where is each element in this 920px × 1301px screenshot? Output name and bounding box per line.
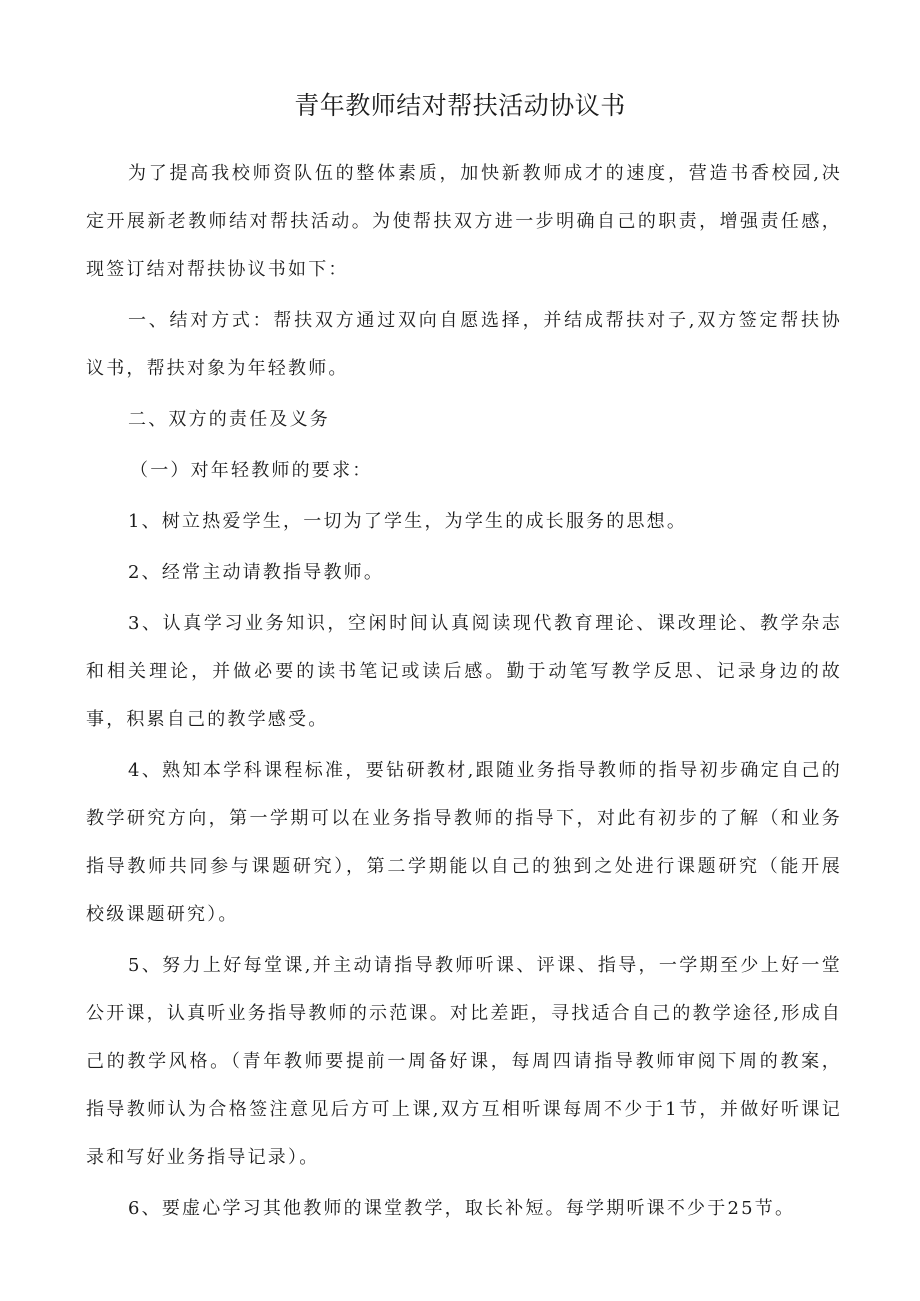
section-1-pairing-method: 一、结对方式：帮扶双方通过双向自愿选择，并结成帮扶对子,双方签定帮扶协议书，帮扶对象为年轻教师。: [86, 310, 842, 379]
section-2-heading: 二、双方的责任及义务: [128, 409, 330, 430]
intro-paragraph: 为了提高我校师资队伍的整体素质，加快新教师成才的速度，营造书香校园,决定开展新老教师结对帮扶活动。为使帮扶双方进一步明确自己的职责，增强责任感，现签订结对帮扶协议书如下：: [86, 163, 842, 280]
subsection-1-heading: （一）对年轻教师的要求：: [130, 460, 373, 481]
document-body: [86, 150, 842, 1233]
item-2: 2、经常主动请教指导教师。: [128, 562, 385, 583]
document-title: 青年教师结对帮扶活动协议书: [294, 91, 626, 120]
item-5: 5、努力上好每堂课,并主动请指导教师听课、评课、指导，一学期至少上好一堂公开课，认真听业务指导教师的示范课。对比差距，寻找适合自己的教学途径,形成自己的教学风格。（青年教师要提前一周备好课，每周四请指导教师审阅下周的教案，指导教师认为合格签注意见后方可上课,双方互相听课每周不少于1节，并做好听课记录和写好业务指导记录）。: [86, 955, 842, 1168]
item-4: 4、熟知本学科课程标准，要钻研教材,跟随业务指导教师的指导初步确定自己的教学研究方向，第一学期可以在业务指导教师的指导下，对此有初步的了解（和业务指导教师共同参与课题研究），第二学期能以自己的独到之处进行课题研究（能开展校级课题研究）。: [86, 760, 842, 925]
item-6: 6、要虚心学习其他教师的课堂教学，取长补短。每学期听课不少于25节。: [128, 1198, 796, 1219]
item-3: 3、认真学习业务知识，空闲时间认真阅读现代教育理论、课改理论、教学杂志和相关理论，并做必要的读书笔记或读后感。勤于动笔写教学反思、记录身边的故事，积累自己的教学感受。: [86, 613, 842, 730]
item-1: 1、树立热爱学生，一切为了学生，为学生的成长服务的思想。: [128, 511, 688, 532]
